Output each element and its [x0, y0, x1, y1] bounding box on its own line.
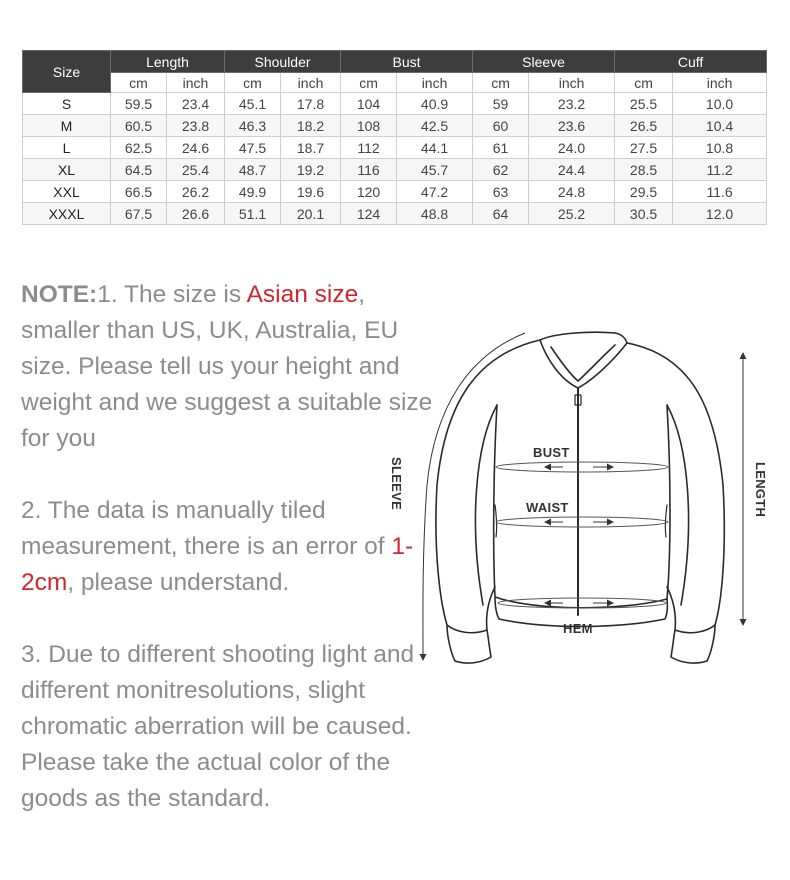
value-cell: 10.0 — [673, 93, 767, 115]
value-cell: 26.6 — [167, 203, 225, 225]
unit-cm: cm — [473, 73, 529, 93]
error-range-highlight: 1-2cm — [21, 533, 414, 596]
value-cell: 48.8 — [397, 203, 473, 225]
value-cell: 51.1 — [225, 203, 281, 225]
value-cell: 124 — [341, 203, 397, 225]
value-cell: 42.5 — [397, 115, 473, 137]
value-cell: 104 — [341, 93, 397, 115]
size-cell: S — [23, 93, 111, 115]
waist-label: WAIST — [526, 500, 569, 515]
value-cell: 23.2 — [529, 93, 615, 115]
size-cell: XXXL — [23, 203, 111, 225]
jacket-measurement-diagram — [385, 325, 790, 685]
size-cell: XXL — [23, 181, 111, 203]
value-cell: 10.4 — [673, 115, 767, 137]
value-cell: 26.5 — [615, 115, 673, 137]
value-cell: 10.8 — [673, 137, 767, 159]
unit-inch: inch — [167, 73, 225, 93]
value-cell: 45.7 — [397, 159, 473, 181]
value-cell: 18.7 — [281, 137, 341, 159]
unit-inch: inch — [529, 73, 615, 93]
unit-cm: cm — [111, 73, 167, 93]
value-cell: 11.2 — [673, 159, 767, 181]
value-cell: 40.9 — [397, 93, 473, 115]
value-cell: 48.7 — [225, 159, 281, 181]
value-cell: 24.0 — [529, 137, 615, 159]
value-cell: 17.8 — [281, 93, 341, 115]
value-cell: 23.4 — [167, 93, 225, 115]
notes-section — [21, 277, 441, 817]
value-cell: 64 — [473, 203, 529, 225]
value-cell: 23.6 — [529, 115, 615, 137]
value-cell: 19.6 — [281, 181, 341, 203]
value-cell: 63 — [473, 181, 529, 203]
size-cell: L — [23, 137, 111, 159]
value-cell: 25.2 — [529, 203, 615, 225]
value-cell: 23.8 — [167, 115, 225, 137]
length-header: Length — [111, 51, 225, 73]
value-cell: 59 — [473, 93, 529, 115]
size-cell: M — [23, 115, 111, 137]
value-cell: 26.2 — [167, 181, 225, 203]
shoulder-header: Shoulder — [225, 51, 341, 73]
unit-cm: cm — [615, 73, 673, 93]
value-cell: 60 — [473, 115, 529, 137]
value-cell: 45.1 — [225, 93, 281, 115]
value-cell: 120 — [341, 181, 397, 203]
unit-cm: cm — [341, 73, 397, 93]
value-cell: 27.5 — [615, 137, 673, 159]
value-cell: 24.8 — [529, 181, 615, 203]
table-row — [23, 203, 767, 225]
value-cell: 112 — [341, 137, 397, 159]
table-units-row — [23, 73, 767, 93]
sleeve-label: SLEEVE — [389, 457, 404, 511]
value-cell: 18.2 — [281, 115, 341, 137]
value-cell: 19.2 — [281, 159, 341, 181]
value-cell: 49.9 — [225, 181, 281, 203]
table-row — [23, 115, 767, 137]
table-row — [23, 181, 767, 203]
value-cell: 24.6 — [167, 137, 225, 159]
value-cell: 46.3 — [225, 115, 281, 137]
value-cell: 28.5 — [615, 159, 673, 181]
note-label: NOTE: — [21, 281, 98, 308]
value-cell: 25.5 — [615, 93, 673, 115]
unit-inch: inch — [281, 73, 341, 93]
unit-inch: inch — [397, 73, 473, 93]
table-header-row — [23, 51, 767, 73]
hem-label: HEM — [563, 621, 593, 636]
size-chart-table — [22, 50, 767, 225]
unit-inch: inch — [673, 73, 767, 93]
note-2 — [21, 493, 441, 601]
table-row — [23, 137, 767, 159]
size-cell: XL — [23, 159, 111, 181]
value-cell: 60.5 — [111, 115, 167, 137]
value-cell: 62.5 — [111, 137, 167, 159]
value-cell: 11.6 — [673, 181, 767, 203]
value-cell: 30.5 — [615, 203, 673, 225]
note-1-text-a: 1. The size is — [97, 281, 247, 308]
table-body — [23, 93, 767, 225]
size-column-header: Size — [23, 51, 111, 93]
note-3: 3. Due to different shooting light and different monitresolutions, slight chromatic aberration will be caused. Please take the actual color of the goods as the standard. — [21, 641, 415, 812]
table-row — [23, 159, 767, 181]
value-cell: 20.1 — [281, 203, 341, 225]
value-cell: 12.0 — [673, 203, 767, 225]
note-2-text-b: , please understand. — [67, 569, 290, 596]
sleeve-header: Sleeve — [473, 51, 615, 73]
value-cell: 25.4 — [167, 159, 225, 181]
asian-size-highlight: Asian size — [246, 281, 359, 308]
table-row — [23, 93, 767, 115]
note-2-text-a: 2. The data is manually tiled measurement, there is an error of — [21, 497, 392, 560]
value-cell: 108 — [341, 115, 397, 137]
note-1-text-b: , smaller than US, UK, Australia, EU size. Please tell us your height and weight and we suggest a suitable size for you — [21, 281, 433, 452]
value-cell: 67.5 — [111, 203, 167, 225]
value-cell: 29.5 — [615, 181, 673, 203]
value-cell: 47.5 — [225, 137, 281, 159]
value-cell: 64.5 — [111, 159, 167, 181]
value-cell: 47.2 — [397, 181, 473, 203]
value-cell: 66.5 — [111, 181, 167, 203]
value-cell: 62 — [473, 159, 529, 181]
bust-header: Bust — [341, 51, 473, 73]
value-cell: 116 — [341, 159, 397, 181]
value-cell: 61 — [473, 137, 529, 159]
length-label: LENGTH — [753, 462, 768, 518]
note-1 — [21, 277, 441, 457]
value-cell: 24.4 — [529, 159, 615, 181]
cuff-header: Cuff — [615, 51, 767, 73]
value-cell: 59.5 — [111, 93, 167, 115]
value-cell: 44.1 — [397, 137, 473, 159]
bust-label: BUST — [533, 445, 570, 460]
unit-cm: cm — [225, 73, 281, 93]
